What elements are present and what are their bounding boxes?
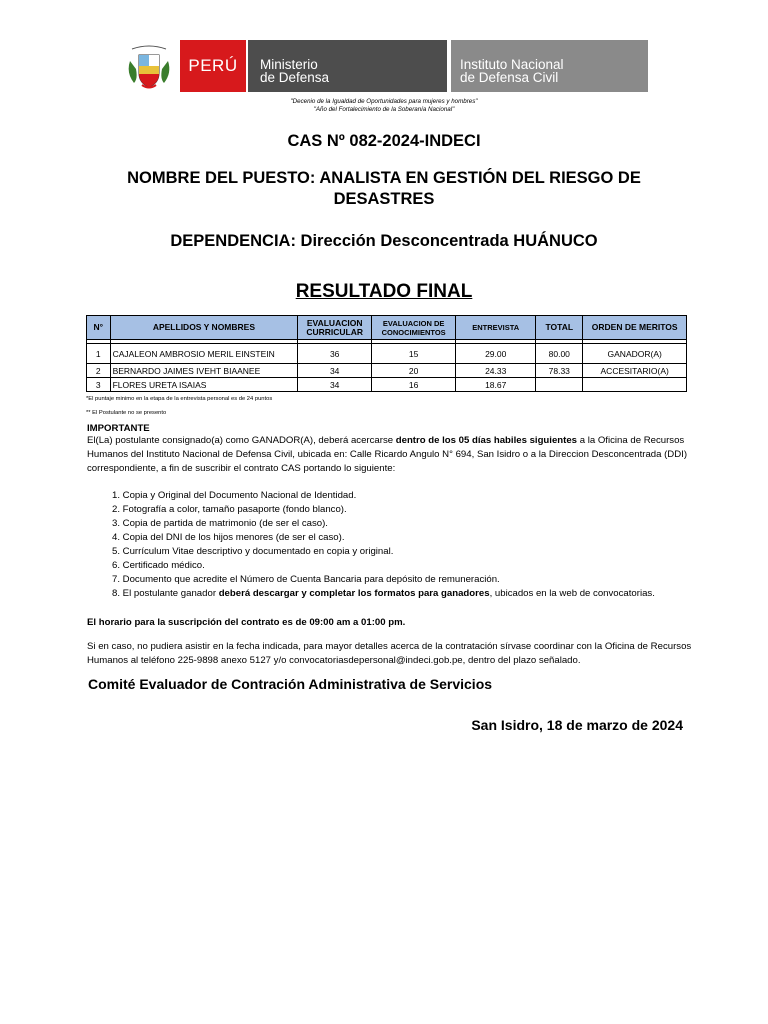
cell-nombre: CAJALEON AMBROSIO MERIL EINSTEIN [110, 344, 298, 364]
resultado-final-heading: RESULTADO FINAL [295, 281, 473, 302]
note-puntaje-minimo: *El puntaje minimo en la etapa de la entrevista personal es de 24 puntos [86, 396, 273, 402]
ministerio-logo [248, 40, 447, 92]
importante-text-b: a la Oficina de Recursos Humanos del Instituto Nacional de Defensa Civil, ubicada en: Calle Ricardo Angulo N° 694, San Isidro o a la Direccion Desconcentrada (DDI) correspondiente, a fin de suscribir el contrato CAS portando lo siguiente: [87, 435, 688, 474]
cell-total [536, 378, 583, 392]
puesto-title [0, 168, 768, 210]
cell-curricular: 36 [298, 344, 372, 364]
list-item [112, 587, 655, 601]
list-item: 6. Certificado médico. [112, 560, 205, 571]
motto-anio: "Año del Fortalecimiento de la Soberanía Nacional" [313, 106, 455, 113]
cell-curricular: 34 [298, 364, 372, 378]
table-header-row [87, 316, 687, 340]
cell-nombre: FLORES URETA ISAIAS [110, 378, 298, 392]
list-item: 4. Copia del DNI de los hijos menores (de ser el caso). [112, 532, 345, 543]
cell-orden: GANADOR(A) [583, 344, 687, 364]
cell-curricular: 34 [298, 378, 372, 392]
col-header-nombres: APELLIDOS Y NOMBRES [110, 316, 298, 340]
list-item: 2. Fotografía a color, tamaño pasaporte (fondo blanco). [112, 504, 347, 515]
list-item: 3. Copia de partida de matrimonio (de ser el caso). [112, 518, 328, 529]
ministerio-line1: Ministerio [260, 57, 318, 72]
mottos [0, 98, 768, 114]
req8-text-a: 8. El postulante ganador [112, 588, 219, 599]
importante-text-a: El(La) postulante consignado(a) como GANADOR(A), deberá acercarse [87, 435, 396, 446]
instituto-logo [451, 40, 648, 92]
importante-heading: IMPORTANTE [87, 423, 150, 434]
list-item: 1. Copia y Original del Documento Nacional de Identidad. [112, 490, 357, 501]
col-header-curricular: EVALUACION CURRICULAR [298, 316, 372, 340]
cell-conocimientos: 15 [372, 344, 456, 364]
cell-orden: ACCESITARIO(A) [583, 364, 687, 378]
peru-logo: PERÚ [180, 40, 246, 92]
cell-orden [583, 378, 687, 392]
instituto-line2: de Defensa Civil [460, 70, 559, 85]
horario-text: El horario para la suscripción del contrato es de 09:00 am a 01:00 pm. [87, 617, 406, 628]
cell-numero: 1 [87, 344, 111, 364]
importante-text-bold: dentro de los 05 días habiles siguientes [395, 435, 578, 446]
cell-total: 78.33 [536, 364, 583, 378]
cell-conocimientos: 20 [372, 364, 456, 378]
cell-numero: 3 [87, 378, 111, 392]
cell-nombre: BERNARDO JAIMES IVEHT BIAANEE [110, 364, 298, 378]
puesto-line1: NOMBRE DEL PUESTO: ANALISTA EN GESTIÓN DEL RIESGO DE [127, 169, 641, 187]
list-item: 5. Currículum Vitae descriptivo y documentado en copia y original. [112, 546, 394, 557]
table-row [87, 378, 687, 392]
col-header-total: TOTAL [536, 316, 583, 340]
contacto-text: Si en caso, no pudiera asistir en la fecha indicada, para mayor detalles acerca de la contratación sírvase coordinar con la Oficina de Recursos Humanos al teléfono 225-9898 anexo 5127 y/o convocatoriasdepersonal@indeci.gob.pe, dentro del plazo señalado. [87, 641, 692, 666]
ministerio-line2: de Defensa [260, 70, 330, 85]
importante-paragraph [87, 434, 697, 476]
col-header-conocimientos: EVALUACION DE CONOCIMIENTOS [372, 316, 456, 340]
cell-entrevista: 29.00 [456, 344, 536, 364]
table-row [87, 364, 687, 378]
cell-total: 80.00 [536, 344, 583, 364]
cell-conocimientos: 16 [372, 378, 456, 392]
note-no-presento: ** El Postulante no se presento [86, 410, 167, 416]
motto-decenio: "Decenio de la Igualdad de Oportunidades para mujeres y hombres" [290, 98, 478, 105]
req8-text-bold: deberá descargar y completar los formatos para ganadores [218, 588, 490, 599]
cell-entrevista: 24.33 [456, 364, 536, 378]
header-logos [120, 40, 648, 92]
dependencia-title: DEPENDENCIA: Dirección Desconcentrada HUÁNUCO [170, 232, 598, 250]
instituto-line1: Instituto Nacional [460, 57, 564, 72]
list-item: 7. Documento que acredite el Número de Cuenta Bancaria para depósito de remuneración. [112, 574, 500, 585]
puesto-line2: DESASTRES [333, 190, 435, 208]
col-header-numero: N° [87, 316, 111, 340]
cas-number: CAS Nº 082-2024-INDECI [287, 132, 481, 150]
col-header-orden: ORDEN DE MERITOS [583, 316, 687, 340]
table-row [87, 344, 687, 364]
results-table [86, 315, 687, 392]
fecha-firma: San Isidro, 18 de marzo de 2024 [471, 717, 683, 733]
comite-evaluador: Comité Evaluador de Contración Administrativa de Servicios [88, 676, 493, 692]
col-header-entrevista: ENTREVISTA [456, 316, 536, 340]
cell-entrevista: 18.67 [456, 378, 536, 392]
req8-text-b: , ubicados en la web de convocatorias. [489, 588, 655, 599]
cell-numero: 2 [87, 364, 111, 378]
requisitos-list [112, 489, 655, 601]
coat-of-arms-icon [120, 40, 178, 92]
